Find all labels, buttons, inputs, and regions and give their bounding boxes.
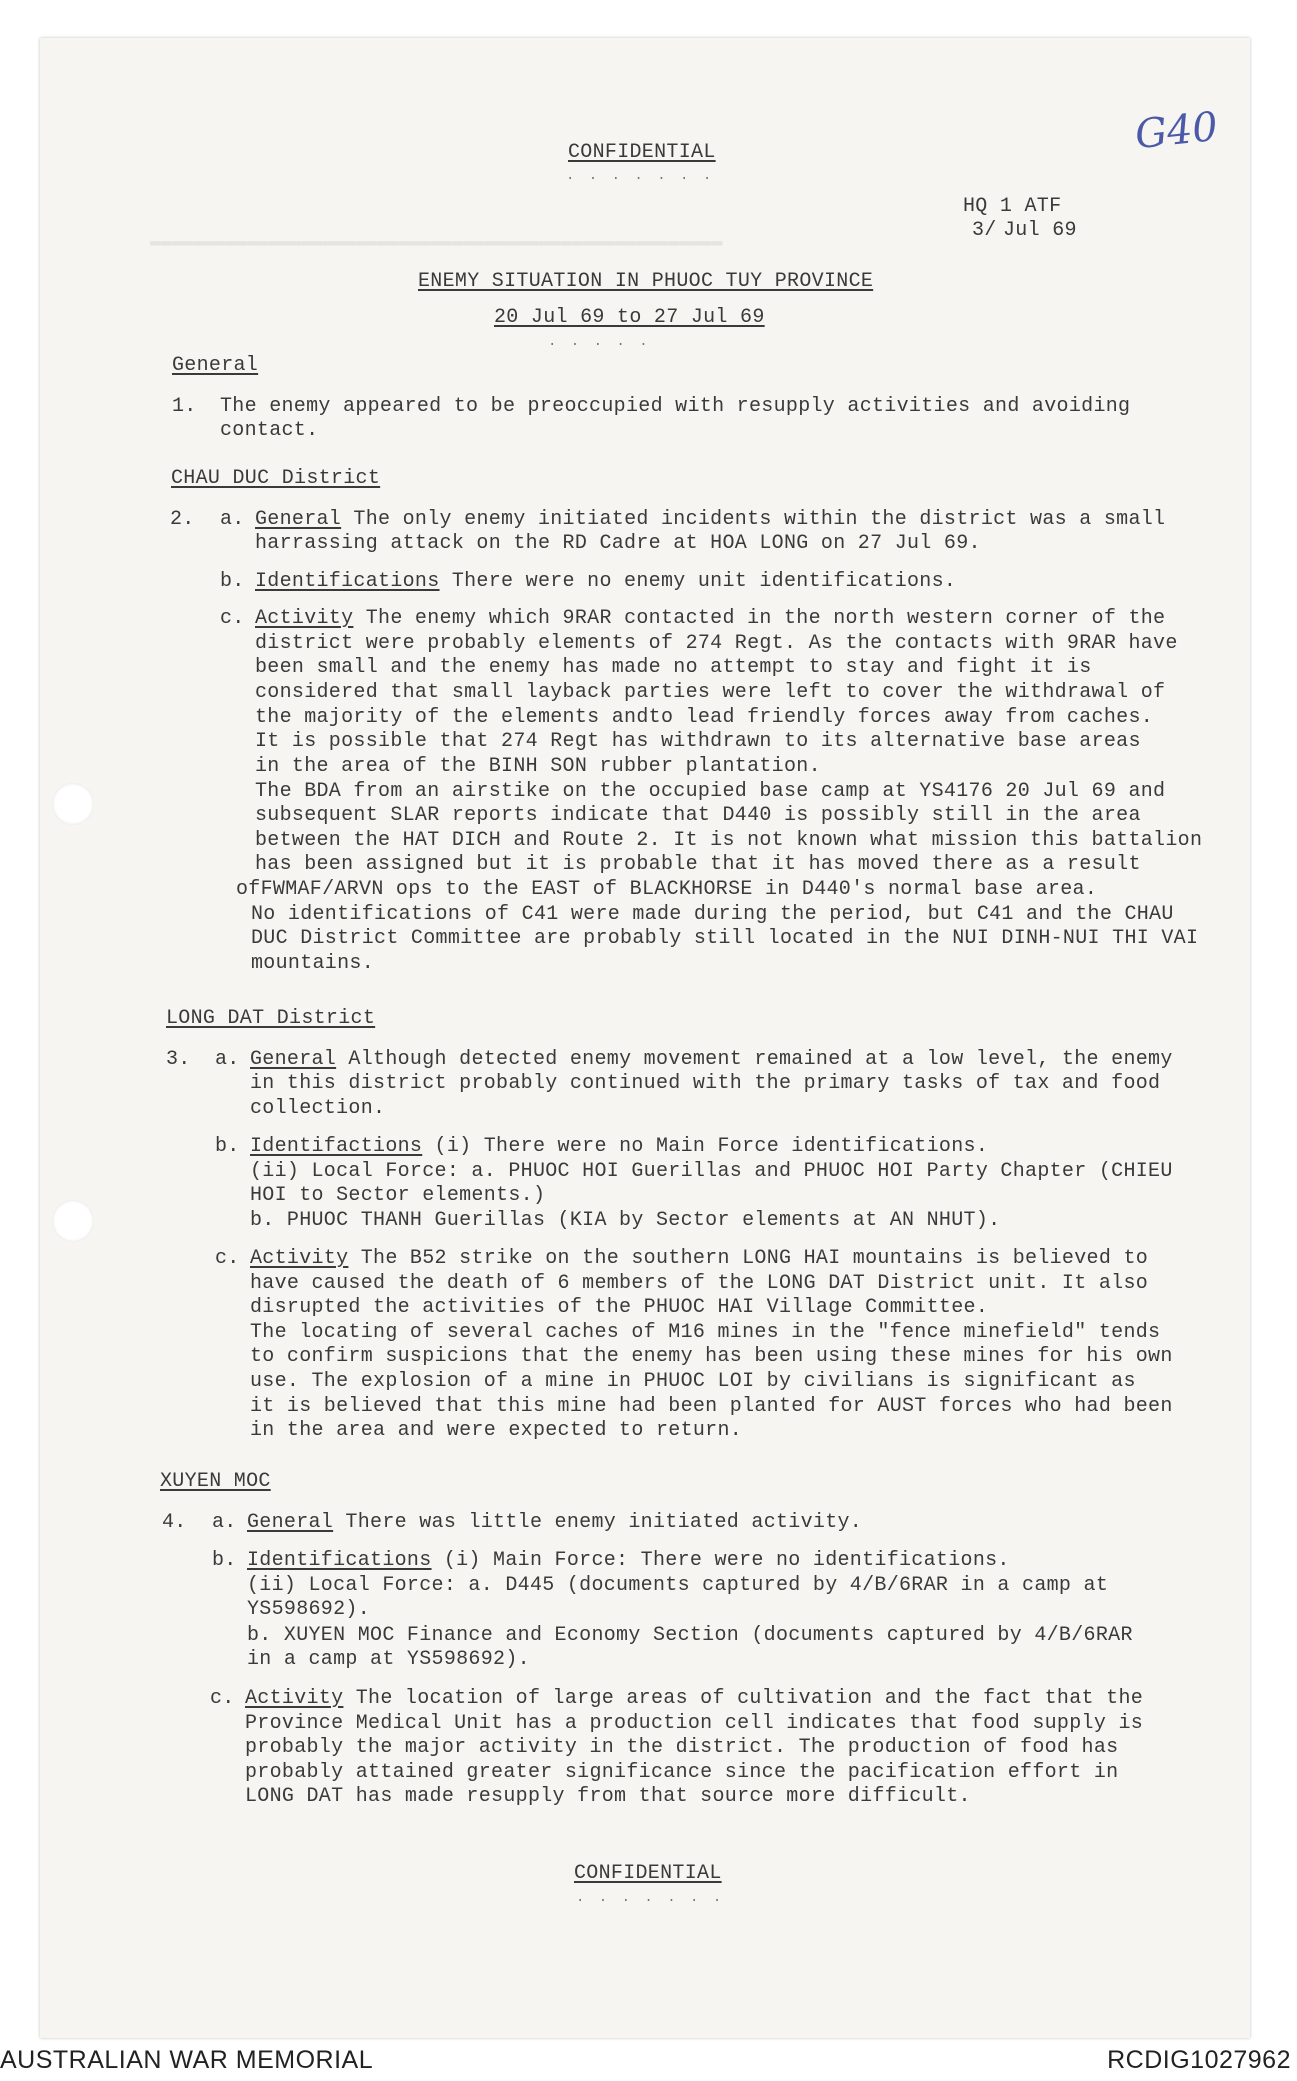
para-text [247,1511,862,1536]
para-text: to confirm suspicions that the enemy has been using these mines for his own [250,1345,1173,1368]
para-text: been small and the enemy has made no attempt to stay and fight it is [255,656,1092,679]
para-text: harrassing attack on the RD Cadre at HOA LONG on 27 Jul 69. [255,532,981,555]
para-text: (ii) Local Force: a. PHUOC HOI Guerillas and PHUOC HOI Party Chapter (CHIEU [250,1160,1173,1183]
para-text [250,1135,988,1160]
para-text [250,1247,1148,1272]
subpara-label: a. [215,1048,240,1071]
subpara-label: c. [220,607,245,630]
document-date: Jul 69 [1003,219,1077,242]
section-heading-long-dat: LONG DAT District [166,1007,376,1030]
para-text: No identifications of C41 were made during the period, but C41 and the CHAU [251,903,1174,926]
para-text [255,607,1165,632]
subpara-keyword: Identifactions [250,1135,423,1158]
para-text: The location of large areas of cultivation and the fact that the [343,1687,1144,1710]
subpara-keyword: Identifications [247,1549,432,1572]
reporting-period: 20 Jul 69 to 27 Jul 69 [494,306,765,329]
para-text: ofFWMAF/ARVN ops to the EAST of BLACKHORSE in D440's normal base area. [236,878,1098,901]
para-text: The B52 strike on the southern LONG HAI mountains is believed to [348,1247,1149,1270]
para-text [250,1048,1173,1073]
para-text: probably the major activity in the district. The production of food has [245,1736,1119,1759]
para-text: in this district probably continued with the primary tasks of tax and food [250,1072,1161,1095]
para-text: There was little enemy initiated activity. [333,1511,863,1534]
subpara-label: a. [212,1511,237,1534]
classification-top: CONFIDENTIAL [568,141,716,164]
para-text [247,1549,1010,1574]
para-text: The locating of several caches of M16 mines in the "fence minefield" tends [250,1321,1161,1344]
para-text: HOI to Sector elements.) [250,1184,546,1207]
para-text [255,508,1165,533]
divider-dots: . . . . . . . [566,168,715,184]
para-text: in the area of the BINH SON rubber plantation. [255,755,821,778]
para-text: considered that small layback parties were left to cover the withdrawal of [255,681,1166,704]
document-title: ENEMY SITUATION IN PHUOC TUY PROVINCE [418,270,874,293]
subpara-keyword: Identifications [255,570,440,593]
para-text: in the area and were expected to return. [250,1419,743,1442]
para-text: Province Medical Unit has a production cell indicates that food supply is [245,1712,1144,1735]
para-text: LONG DAT has made resupply from that source more difficult. [245,1785,971,1808]
para-text: b. PHUOC THANH Guerillas (KIA by Sector elements at AN NHUT). [250,1209,1001,1232]
archive-institution: AUSTRALIAN WAR MEMORIAL [0,2046,374,2074]
date-mark: 3/ [972,219,997,242]
subpara-keyword: General [247,1511,334,1534]
para-text: it is believed that this mine had been planted for AUST forces who had been [250,1395,1173,1418]
para-text: between the HAT DICH and Route 2. It is not known what mission this battalion [255,829,1203,852]
para-text: The enemy which 9RAR contacted in the north western corner of the [353,607,1166,630]
archive-catalogue-id: RCDIG1027962 [1107,2046,1291,2074]
para-text: use. The explosion of a mine in PHUOC LOI by civilians is significant as [250,1370,1136,1393]
subpara-label: b. [212,1549,237,1572]
show-through-text: ▬▬▬▬▬▬▬▬▬▬▬▬▬▬▬▬▬▬▬▬▬▬▬▬▬▬▬▬▬▬▬▬▬▬▬▬▬▬▬▬▬▬▬▬▬▬▬▬▬▬▬▬▬ [150,232,723,252]
para-text: There were no enemy unit identifications. [439,570,957,593]
subpara-keyword: Activity [255,607,354,630]
subpara-label: b. [220,570,245,593]
para-text: (i) There were no Main Force identifications. [422,1135,989,1158]
para-number: 2. [170,508,195,531]
para-text: Although detected enemy movement remained at a low level, the enemy [336,1048,1173,1071]
handwritten-reference: G40 [1132,103,1221,159]
para-text: The only enemy initiated incidents within the district was a small [341,508,1166,531]
para-text: disrupted the activities of the PHUOC HAI Village Committee. [250,1296,989,1319]
divider-dots: . . . . . [548,334,651,350]
para-text: probably attained greater significance since the pacification effort in [245,1761,1119,1784]
punch-hole [52,783,94,825]
para-text: subsequent SLAR reports indicate that D440 is possibly still in the area [255,804,1141,827]
para-text: b. XUYEN MOC Finance and Economy Section (documents captured by 4/B/6RAR [247,1624,1133,1647]
hq-label: HQ 1 ATF [963,195,1062,218]
subpara-keyword: Activity [250,1247,349,1270]
para-number: 1. [172,395,197,418]
para-text [255,570,956,595]
para-number: 4. [162,1511,187,1534]
para-text: YS598692). [247,1598,371,1621]
para-text: has been assigned but it is probable that it has moved there as a result [255,853,1141,876]
para-text [245,1687,1143,1712]
para-text: DUC District Committee are probably still located in the NUI DINH-NUI THI VAI [251,927,1199,950]
section-heading-general: General [172,354,259,377]
para-text: collection. [250,1097,386,1120]
subpara-keyword: General [255,508,342,531]
para-text: (i) Main Force: There were no identifications. [431,1549,1010,1572]
subpara-label: b. [215,1135,240,1158]
para-text: The enemy appeared to be preoccupied with resupply activities and avoiding [220,395,1131,418]
para-text: (ii) Local Force: a. D445 (documents captured by 4/B/6RAR in a camp at [247,1574,1109,1597]
classification-bottom: CONFIDENTIAL [574,1862,722,1885]
para-number: 3. [166,1048,191,1071]
punch-hole [52,1200,94,1242]
divider-dots: . . . . . . . [576,1890,725,1906]
para-text: It is possible that 274 Regt has withdrawn to its alternative base areas [255,730,1141,753]
para-text: contact. [220,419,319,442]
subpara-label: c. [215,1247,240,1270]
para-text: mountains. [251,952,375,975]
para-text: in a camp at YS598692). [247,1648,530,1671]
para-text: have caused the death of 6 members of the LONG DAT District unit. It also [250,1272,1149,1295]
section-heading-xuyen-moc: XUYEN MOC [160,1470,271,1493]
subpara-label: a. [220,508,245,531]
section-heading-chau-duc: CHAU DUC District [171,467,381,490]
subpara-keyword: Activity [245,1687,344,1710]
subpara-keyword: General [250,1048,337,1071]
subpara-label: c. [210,1687,235,1710]
para-text: district were probably elements of 274 Regt. As the contacts with 9RAR have [255,632,1178,655]
para-text: the majority of the elements andto lead friendly forces away from caches. [255,706,1154,729]
para-text: The BDA from an airstike on the occupied base camp at YS4176 20 Jul 69 and [255,780,1166,803]
